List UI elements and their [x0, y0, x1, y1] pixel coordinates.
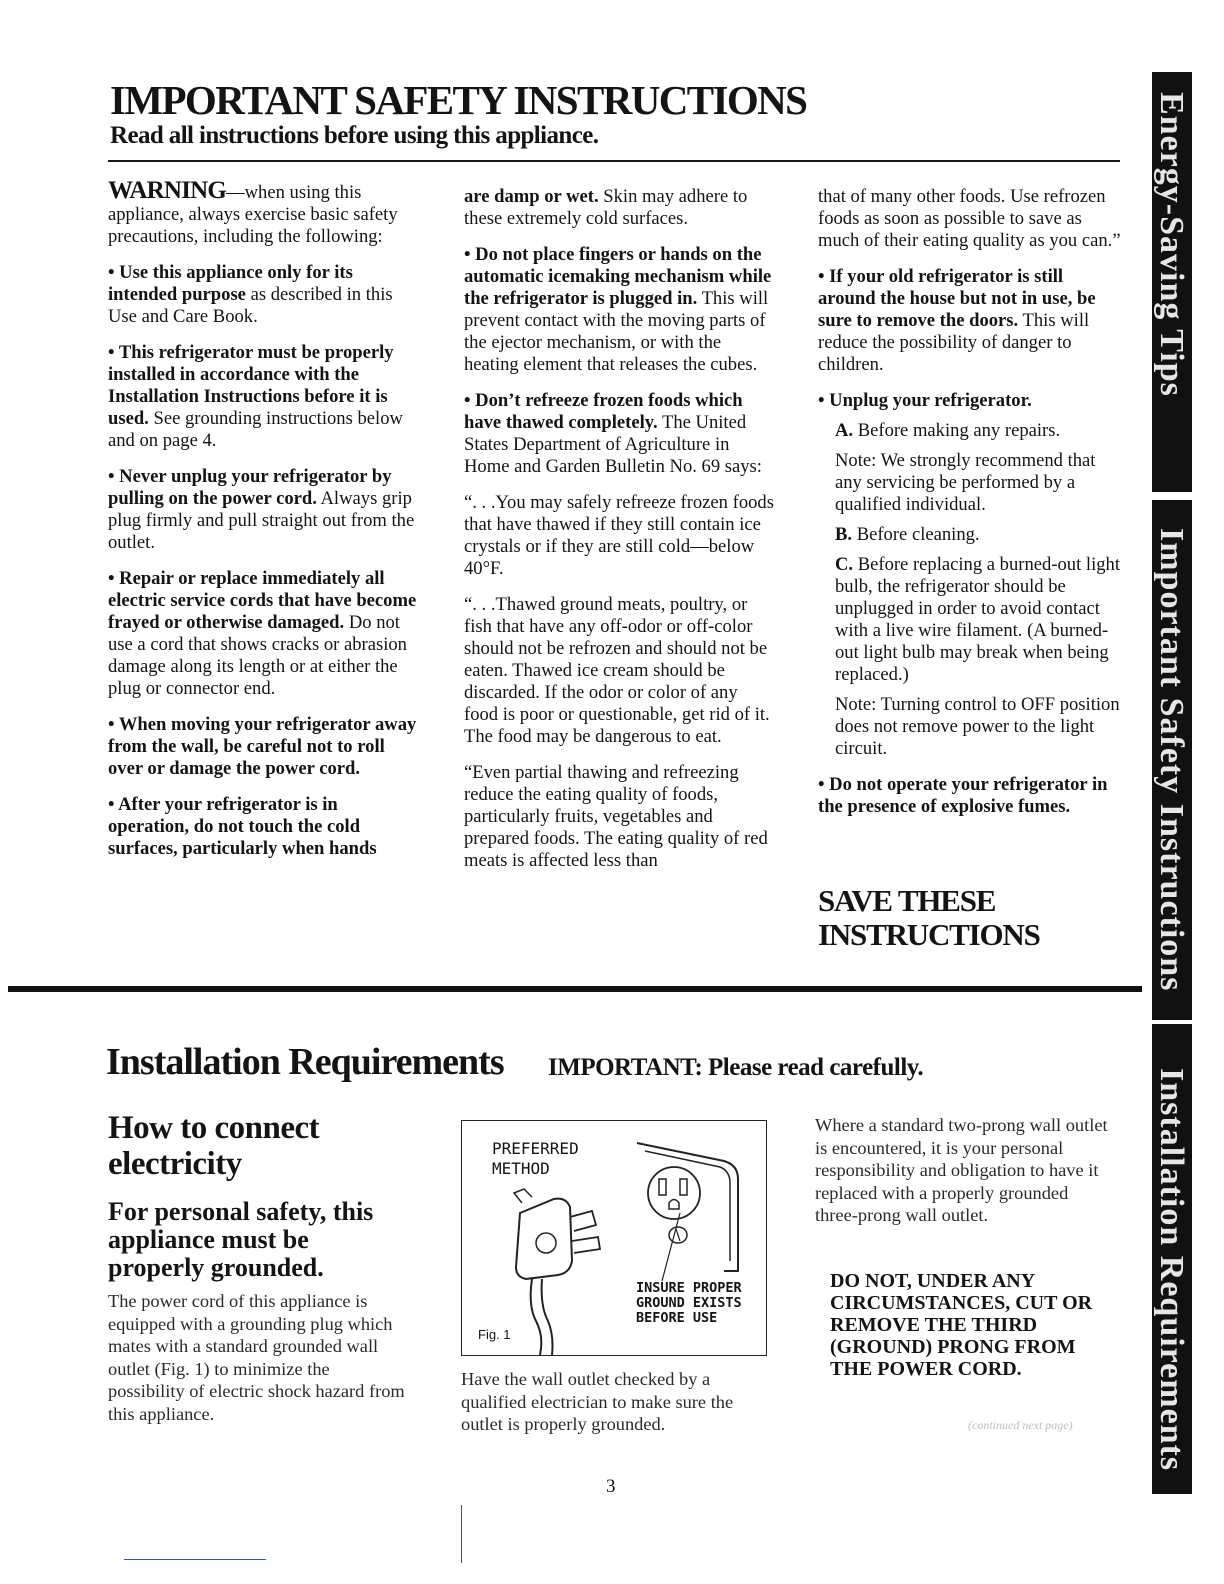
- outlet-receptacle: [648, 1167, 700, 1219]
- safety-item: [108, 342, 420, 452]
- safety-item-text: The United States Department of Agriculture in Home and Garden Bulletin No. 69 says:: [464, 412, 762, 477]
- quote-continued: that of many other foods. Use refrozen foods as soon as possible to save as much of their eating quality as you can.”: [818, 186, 1121, 251]
- save-line-1: SAVE THESE: [818, 883, 996, 918]
- safety-item: [818, 266, 1122, 376]
- servicing-note: Note: We strongly recommend that any servicing be performed by a qualified individual.: [835, 450, 1096, 515]
- outlet-slot-right: [680, 1179, 687, 1195]
- usda-quote: “. . .You may safely refreeze frozen foods that have thawed if they still contain ice crystals or if they are still cold—below 40°F.: [464, 492, 774, 579]
- outlet-check-paragraph: Have the wall outlet checked by a qualified electrician to make sure the outlet is properly grounded.: [461, 1369, 734, 1434]
- tab-energy-saving-tips[interactable]: [1152, 72, 1192, 492]
- outlet-plate-inner: [645, 1151, 730, 1261]
- plug-prong-top: [570, 1211, 596, 1231]
- save-line-2: INSTRUCTIONS: [818, 917, 1040, 952]
- page-title: IMPORTANT SAFETY INSTRUCTIONS: [110, 77, 807, 123]
- warning-text: —when using this appliance, always exercise basic safety precautions, including the following:: [108, 182, 398, 247]
- safety-item: [108, 714, 420, 780]
- safety-item-lead: • Use this appliance only for its intended purpose: [108, 262, 353, 305]
- safety-item-text: This will prevent contact with the moving parts of the ejector mechanism, or with the heating element that releases the cubes.: [464, 288, 769, 375]
- step-label: A.: [835, 420, 854, 441]
- safety-item: [818, 774, 1122, 818]
- safety-item: [818, 390, 1122, 412]
- outlet-ground-hole: [669, 1200, 679, 1210]
- ground-prong-warning: DO NOT, UNDER ANY CIRCUMSTANCES, CUT OR REMOVE THE THIRD (GROUND) PRONG FROM THE POWER CORD.: [830, 1270, 1093, 1380]
- tab-installation-requirements[interactable]: [1152, 1024, 1192, 1494]
- step-text: Before making any repairs.: [853, 420, 1061, 441]
- safety-item-text: See grounding instructions below and on page 4.: [108, 408, 403, 451]
- safety-item-text: This will reduce the possibility of danger to children.: [818, 310, 1090, 375]
- safety-item: [464, 186, 774, 230]
- usda-quote: “Even partial thawing and refreezing reduce the eating quality of foods, particularly fruits, vegetables and prepared foods. The eating quality of red meats is affected less than: [464, 762, 768, 871]
- page-number: 3: [606, 1476, 616, 1497]
- personal-safety-heading: For personal safety, this appliance must be properly grounded.: [108, 1197, 374, 1282]
- safety-item: [108, 466, 420, 554]
- tab-label: Important Safety Instructions: [1153, 528, 1190, 992]
- safety-item-lead: • After your refrigerator is in operation, do not touch the cold surfaces, particularly when hands: [108, 794, 377, 859]
- safety-item-lead: are damp or wet.: [464, 186, 599, 207]
- safety-item-lead: • Repair or replace immediately all electric service cords that have become frayed or otherwise damaged.: [108, 568, 417, 633]
- figure-caption: Fig. 1: [478, 1327, 511, 1342]
- how-to-connect-heading: How to connect electricity: [108, 1110, 320, 1182]
- safety-item-lead: • Unplug your refrigerator.: [818, 390, 1032, 411]
- step-label: C.: [835, 554, 854, 575]
- safety-column-3: [818, 186, 1122, 832]
- two-prong-paragraph: Where a standard two-prong wall outlet is encountered, it is your personal responsibility and obligation to have it replaced with a properly grounded three-prong wall outlet.: [815, 1115, 1108, 1225]
- grounding-plug: [516, 1199, 572, 1279]
- step-label: B.: [835, 524, 853, 545]
- safety-item: [464, 244, 774, 376]
- save-instructions-heading: [818, 884, 1040, 952]
- power-cord-paragraph: The power cord of this appliance is equipped with a grounding plug which mates with a standard grounded wall outlet (Fig. 1) to minimize the possibility of electric shock hazard from this appliance.: [108, 1291, 405, 1424]
- safety-item-lead: • Never unplug your refrigerator by pulling on the power cord.: [108, 466, 392, 509]
- installation-important-note: IMPORTANT: Please read carefully.: [548, 1054, 924, 1081]
- installation-title: Installation Requirements: [106, 1041, 504, 1083]
- safety-item: [108, 568, 420, 700]
- unplug-step-a: [818, 420, 1122, 442]
- tab-important-safety-instructions[interactable]: [1152, 500, 1192, 1020]
- plug-dial: [536, 1233, 556, 1253]
- figure-label-preferred: PREFERRED METHOD: [492, 1139, 579, 1178]
- safety-item-text: as described in this Use and Care Book.: [108, 284, 393, 327]
- warning-paragraph: [108, 177, 420, 248]
- safety-item-lead: • If your old refrigerator is still around the house but not in use, be sure to remove the doors.: [818, 266, 1096, 331]
- safety-item-text: Do not use a cord that shows cracks or abrasion damage along its length or at either the plug or connector end.: [108, 612, 407, 699]
- unplug-step-b: [818, 524, 1122, 546]
- unplug-step-c: [818, 554, 1122, 686]
- safety-column-2: [464, 186, 774, 886]
- safety-item-text: Skin may adhere to these extremely cold surfaces.: [464, 186, 748, 229]
- page-subtitle: Read all instructions before using this appliance.: [110, 122, 599, 149]
- usda-quote: “. . .Thawed ground meats, poultry, or fish that have any off-odor or off-color should not be refrozen and should not be eaten. Thawed ice cream should be discarded. If the odor or color of any food is poor or questionable, get rid of it. The food may be dangerous to eat.: [464, 594, 770, 747]
- footer-rule: [124, 1559, 266, 1560]
- safety-item-lead: • Do not operate your refrigerator in the presence of explosive fumes.: [818, 774, 1108, 817]
- warning-label: WARNING: [108, 177, 227, 204]
- figure-1: [461, 1120, 767, 1356]
- continued-note: (continued next page): [968, 1418, 1073, 1432]
- outlet-slot-left: [659, 1179, 666, 1195]
- tab-label: Energy-Saving Tips: [1153, 92, 1190, 397]
- title-divider: [108, 160, 1120, 162]
- safety-item: [108, 262, 420, 328]
- section-divider: [8, 986, 1142, 992]
- safety-column-1: [108, 177, 420, 874]
- light-circuit-note: Note: Turning control to OFF position does not remove power to the light circuit.: [835, 694, 1120, 759]
- figure-label-ground: INSURE PROPER GROUND EXISTS BEFORE USE: [636, 1280, 742, 1326]
- safety-item: [108, 794, 420, 860]
- step-text: Before cleaning.: [852, 524, 980, 545]
- pointer-line: [662, 1213, 680, 1281]
- binding-mark: [461, 1505, 462, 1563]
- plug-prong-bottom: [572, 1237, 600, 1253]
- safety-item-lead: • This refrigerator must be properly installed in accordance with the Installation Instructions before it is used.: [108, 342, 394, 429]
- power-cord: [531, 1279, 542, 1355]
- safety-item: [464, 390, 774, 478]
- step-text: Before replacing a burned-out light bulb, the refrigerator should be unplugged in order to avoid contact with a live wire filament. (A burned-out light bulb may break when being replaced.): [835, 554, 1121, 685]
- safety-item-lead: • When moving your refrigerator away from the wall, be careful not to roll over or damage the power cord.: [108, 714, 417, 779]
- safety-item-text: Always grip plug firmly and pull straight out from the outlet.: [108, 488, 415, 553]
- safety-item-lead: • Don’t refreeze frozen foods which have thawed completely.: [464, 390, 743, 433]
- tab-label: Installation Requirements: [1153, 1068, 1190, 1472]
- safety-item-lead: • Do not place fingers or hands on the automatic icemaking mechanism while the refrigerator is plugged in.: [464, 244, 772, 309]
